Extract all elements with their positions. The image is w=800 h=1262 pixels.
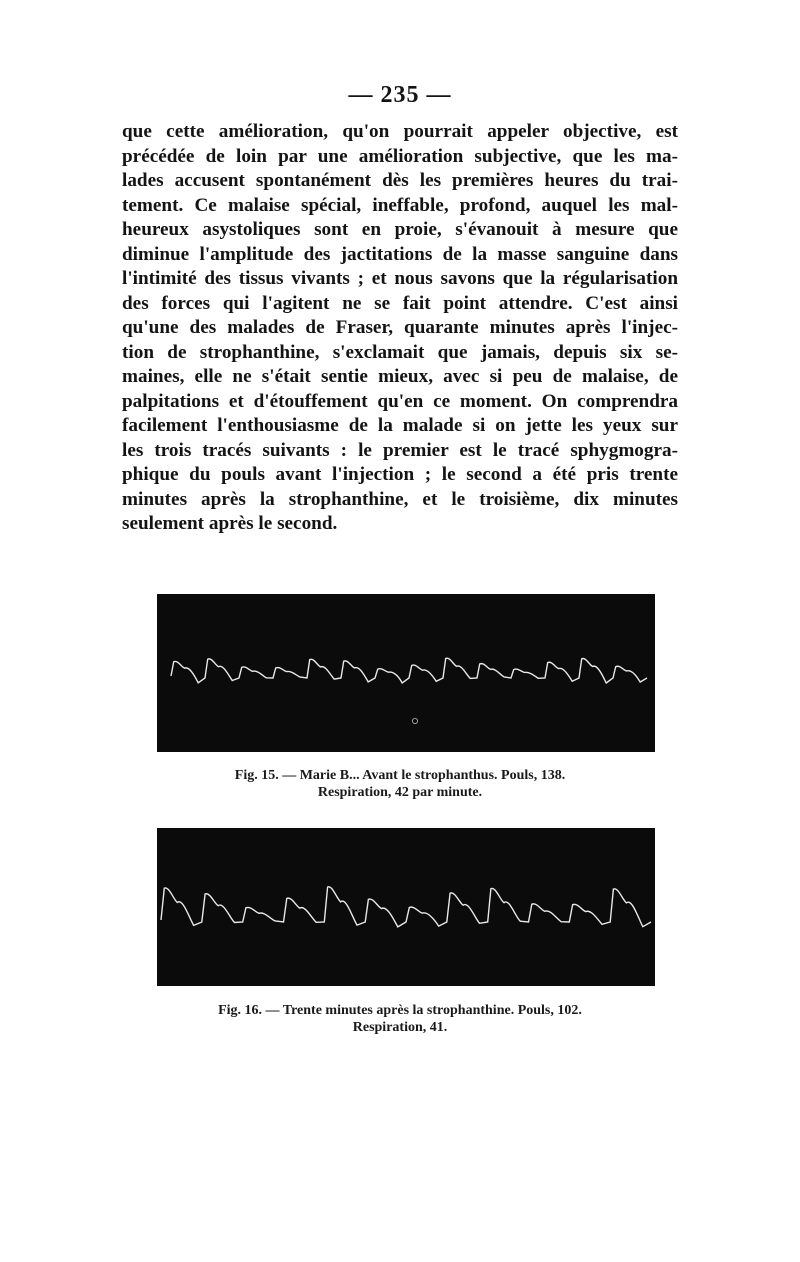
text-line: précédée de loin par une amélioration subjective, que les ma- [122, 145, 678, 167]
sphygmograph-trace-fig16 [157, 828, 655, 986]
figure-caption-fig16 [0, 1002, 800, 1036]
text-line: qu'une des malades de Fraser, quarante minutes après l'injec- [122, 317, 678, 338]
text-line: lades accusent spontanément dès les premières heures du trai- [122, 170, 678, 191]
text-line: des forces qui l'agitent ne se fait point attendre. C'est ainsi [122, 292, 678, 314]
text-line: facilement l'enthousiasme de la malade si on jette les yeux sur [122, 415, 678, 436]
text-line: tion de strophanthine, s'exclamait que jamais, depuis six se- [122, 341, 678, 363]
body-paragraph [122, 120, 678, 537]
text-line: diminue l'amplitude des jactitations de la masse sanguine dans [122, 243, 678, 265]
caption-line: Fig. 15. — Marie B... Avant le strophanthus. Pouls, 138. [234, 768, 566, 783]
page-number: — 235 — [348, 82, 452, 108]
caption-line: Fig. 16. — Trente minutes après la strophanthine. Pouls, 102. [218, 1003, 582, 1018]
pulse-waveform-fig16 [157, 828, 655, 986]
caption-line: Respiration, 42 par minute. [317, 785, 483, 800]
text-line: que cette amélioration, qu'on pourrait appeler objective, est [122, 121, 678, 142]
text-line: heureux asystoliques sont en proie, s'évanouit à mesure que [122, 219, 678, 240]
text-line: palpitations et d'étouffement qu'en ce moment. On comprendra [122, 390, 678, 412]
sphygmograph-trace-fig15 [157, 594, 655, 752]
text-line: minutes après la strophanthine, et le troisième, dix minutes [122, 488, 678, 510]
text-line: maines, elle ne s'était sentie mieux, avec si peu de malaise, de [122, 366, 678, 387]
text-line: l'intimité des tissus vivants ; et nous savons que la régularisation [122, 268, 678, 289]
text-line: seulement après le second. [122, 513, 338, 534]
caption-line: Respiration, 41. [352, 1020, 448, 1035]
pulse-waveform-fig15 [157, 594, 655, 752]
figure-caption-fig15 [0, 767, 800, 801]
text-line: phique du pouls avant l'injection ; le second a été pris trente [122, 464, 678, 485]
text-line: tement. Ce malaise spécial, ineffable, profond, auquel les mal- [122, 194, 678, 216]
text-line: les trois tracés suivants : le premier est le tracé sphygmogra- [122, 439, 678, 461]
